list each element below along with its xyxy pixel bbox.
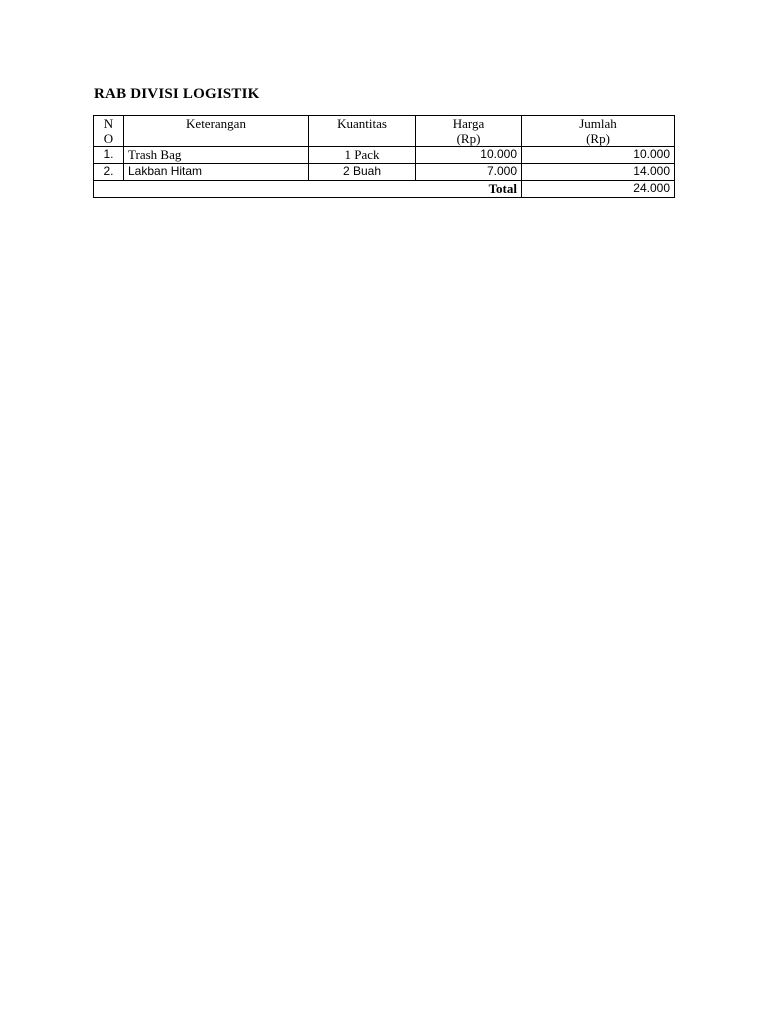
header-jumlah	[522, 116, 675, 147]
row-keterangan: Trash Bag	[124, 147, 309, 164]
header-no	[94, 116, 124, 147]
rab-table	[93, 115, 675, 198]
header-jumlah-line1: Jumlah	[579, 116, 617, 131]
row-no: 2.	[94, 164, 124, 181]
row-kuantitas: 2 Buah	[309, 164, 416, 181]
row-harga: 10.000	[416, 147, 522, 164]
row-jumlah: 14.000	[522, 164, 675, 181]
table-row	[94, 164, 675, 181]
header-jumlah-line2: (Rp)	[586, 131, 610, 146]
row-jumlah: 10.000	[522, 147, 675, 164]
header-no-line1: N	[103, 116, 114, 131]
total-value: 24.000	[522, 181, 675, 198]
header-kuantitas: Kuantitas	[309, 116, 416, 147]
table-row	[94, 147, 675, 164]
document-title: RAB DIVISI LOGISTIK	[94, 86, 260, 102]
row-no: 1.	[94, 147, 124, 164]
row-keterangan: Lakban Hitam	[124, 164, 309, 181]
table-header-row	[94, 116, 675, 147]
total-label: Total	[94, 181, 522, 198]
header-keterangan: Keterangan	[124, 116, 309, 147]
row-kuantitas: 1 Pack	[309, 147, 416, 164]
total-row	[94, 181, 675, 198]
row-harga: 7.000	[416, 164, 522, 181]
header-harga	[416, 116, 522, 147]
header-no-line2: O	[103, 131, 114, 146]
header-harga-line1: Harga	[452, 116, 485, 131]
header-harga-line2: (Rp)	[456, 131, 481, 146]
